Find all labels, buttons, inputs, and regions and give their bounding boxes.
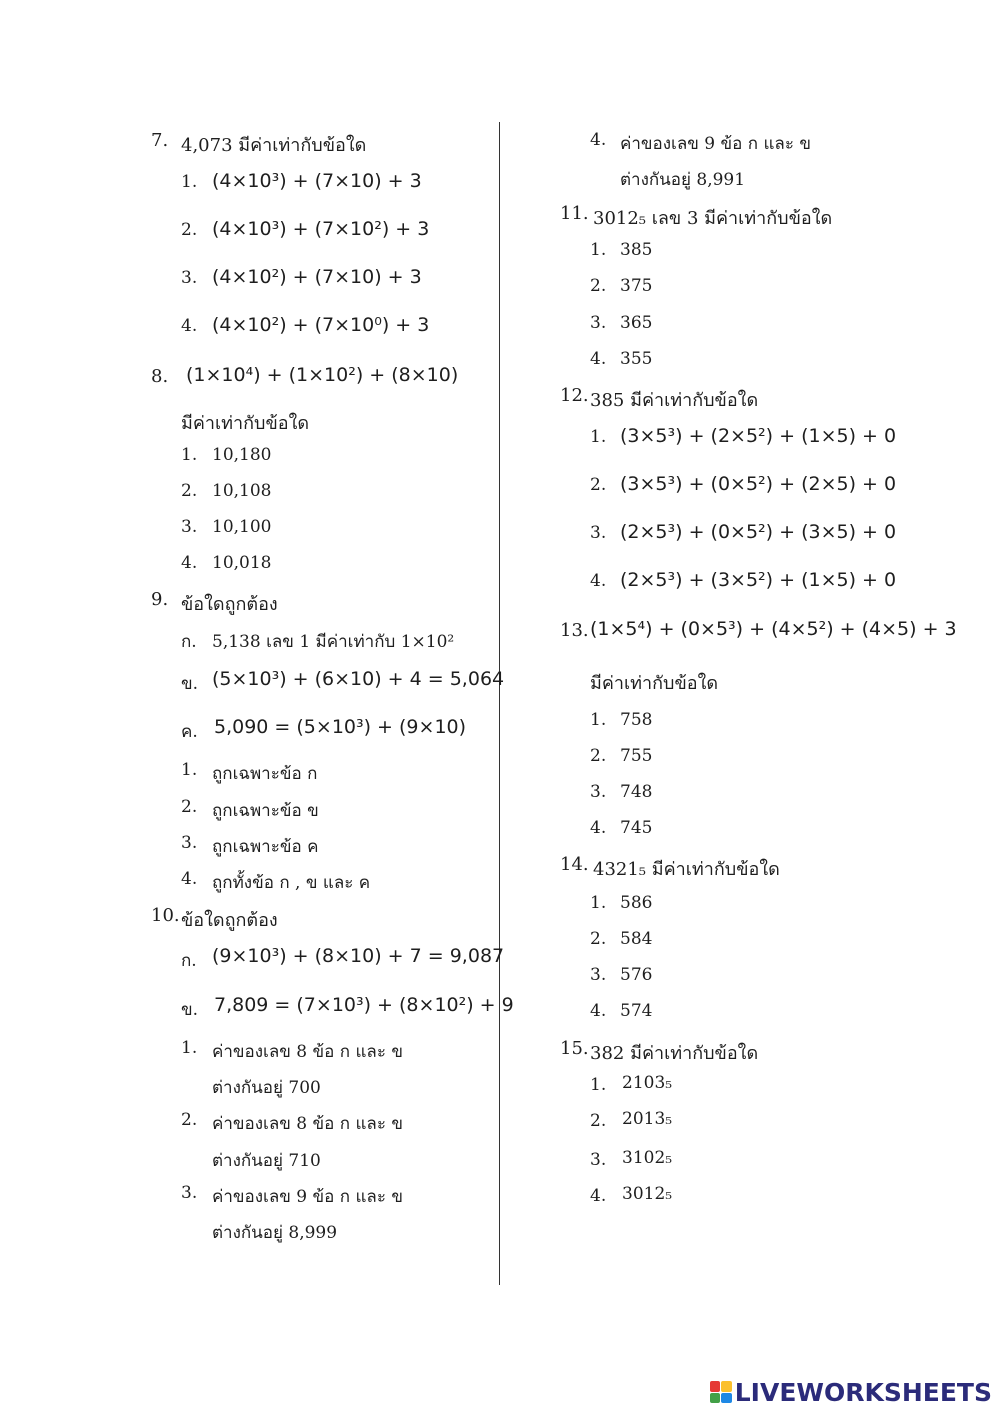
q14-opt3-number: 3. (590, 965, 607, 985)
q13-opt2-number: 2. (590, 746, 607, 766)
q10-text: ข้อใดถูกต้อง (181, 910, 278, 931)
q7-opt1-expression[interactable]: (4×10³) + (7×10) + 3 (212, 170, 422, 192)
q9-opt1-number: 1. (181, 760, 198, 780)
q9-opt3-number: 3. (181, 833, 198, 853)
q10-opt4-line1[interactable]: ค่าของเลข 9 ข้อ ก และ ข (620, 134, 811, 154)
q8-number: 8. (151, 366, 169, 387)
q11-opt1-number: 1. (590, 240, 607, 260)
liveworksheets-logo[interactable] (710, 1379, 992, 1405)
logo-text: LIVEWORKSHEETS (734, 1377, 992, 1407)
q7-opt4-number: 4. (181, 316, 198, 336)
q14-opt4-text[interactable]: 574 (620, 1001, 653, 1021)
q10-opt4-line2[interactable]: ต่างกันอยู่ 8,991 (620, 170, 746, 190)
q11-opt1-text[interactable]: 385 (620, 240, 653, 260)
q10-number: 10. (151, 905, 180, 926)
q12-opt1-expression[interactable]: (3×5³) + (2×5²) + (1×5) + 0 (620, 425, 897, 447)
q10-item-ko-label: ก. (181, 951, 197, 971)
q15-opt4-text[interactable]: 3012₅ (622, 1184, 673, 1204)
q11-opt4-number: 4. (590, 349, 607, 369)
q10-item-kho-expression: 7,809 = (7×10³) + (8×10²) + 9 (214, 994, 514, 1016)
q9-item-kho-label: ข. (181, 674, 199, 694)
q10-opt3-number: 3. (181, 1183, 198, 1203)
q13-opt1-text[interactable]: 758 (620, 710, 653, 730)
logo-square-blue (721, 1393, 732, 1404)
q11-text: 3012₅ เลข 3 มีค่าเท่ากับข้อใด (593, 208, 833, 229)
q14-opt1-number: 1. (590, 893, 607, 913)
q15-text: 382 มีค่าเท่ากับข้อใด (590, 1043, 759, 1064)
q10-item-kho-label: ข. (181, 1000, 199, 1020)
q12-opt3-number: 3. (590, 523, 607, 543)
q15-opt1-number: 1. (590, 1075, 607, 1095)
q14-opt1-text[interactable]: 586 (620, 893, 653, 913)
q11-opt2-text[interactable]: 375 (620, 276, 653, 296)
q9-opt3-text[interactable]: ถูกเฉพาะข้อ ค (212, 837, 319, 857)
q7-opt3-expression[interactable]: (4×10²) + (7×10) + 3 (212, 266, 422, 288)
q14-text: 4321₅ มีค่าเท่ากับข้อใด (593, 859, 780, 880)
q14-number: 14. (560, 854, 589, 875)
logo-square-red (710, 1381, 721, 1392)
q12-number: 12. (560, 385, 589, 406)
q12-opt1-number: 1. (590, 427, 607, 447)
q10-opt1-number: 1. (181, 1038, 198, 1058)
q10-opt3-line1[interactable]: ค่าของเลข 9 ข้อ ก และ ข (212, 1187, 403, 1207)
q12-opt2-number: 2. (590, 475, 607, 495)
q9-opt4-text[interactable]: ถูกทั้งข้อ ก , ข และ ค (212, 873, 371, 893)
q11-opt4-text[interactable]: 355 (620, 349, 653, 369)
q11-opt3-number: 3. (590, 313, 607, 333)
q8-opt4-text[interactable]: 10,018 (212, 553, 272, 573)
q15-opt2-text[interactable]: 2013₅ (622, 1109, 673, 1129)
q11-opt2-number: 2. (590, 276, 607, 296)
q10-opt2-line1[interactable]: ค่าของเลข 8 ข้อ ก และ ข (212, 1114, 403, 1134)
q12-opt3-expression[interactable]: (2×5³) + (0×5²) + (3×5) + 0 (620, 521, 897, 543)
q8-opt4-number: 4. (181, 553, 198, 573)
logo-square-green (710, 1393, 721, 1404)
q15-opt1-text[interactable]: 2103₅ (622, 1073, 673, 1093)
q8-opt3-text[interactable]: 10,100 (212, 517, 272, 537)
q15-number: 15. (560, 1038, 589, 1059)
q15-opt4-number: 4. (590, 1186, 607, 1206)
q11-number: 11. (560, 203, 589, 224)
q13-opt4-number: 4. (590, 818, 607, 838)
q13-opt2-text[interactable]: 755 (620, 746, 653, 766)
q10-opt1-line2[interactable]: ต่างกันอยู่ 700 (212, 1078, 321, 1098)
q15-opt2-number: 2. (590, 1111, 607, 1131)
q10-opt3-line2[interactable]: ต่างกันอยู่ 8,999 (212, 1223, 338, 1243)
q13-number: 13. (560, 620, 589, 641)
q7-text: 4,073 มีค่าเท่ากับข้อใด (181, 135, 367, 156)
q12-opt4-expression[interactable]: (2×5³) + (3×5²) + (1×5) + 0 (620, 569, 897, 591)
q13-opt4-text[interactable]: 745 (620, 818, 653, 838)
q8-expression: (1×10⁴) + (1×10²) + (8×10) (186, 364, 459, 386)
live-grid-icon (710, 1381, 732, 1403)
q10-opt1-line1[interactable]: ค่าของเลข 8 ข้อ ก และ ข (212, 1042, 403, 1062)
q7-opt1-number: 1. (181, 172, 198, 192)
q9-item-ko-label: ก. (181, 632, 197, 652)
q7-opt4-expression[interactable]: (4×10²) + (7×10⁰) + 3 (212, 314, 430, 336)
q14-opt3-text[interactable]: 576 (620, 965, 653, 985)
q12-opt2-expression[interactable]: (3×5³) + (0×5²) + (2×5) + 0 (620, 473, 897, 495)
q9-item-kho2-label: ค. (181, 722, 198, 742)
q13-expression: (1×5⁴) + (0×5³) + (4×5²) + (4×5) + 3 (590, 618, 957, 640)
q10-opt2-number: 2. (181, 1110, 198, 1130)
q7-opt2-number: 2. (181, 220, 198, 240)
q9-text: ข้อใดถูกต้อง (181, 594, 278, 615)
q8-opt3-number: 3. (181, 517, 198, 537)
q13-text: มีค่าเท่ากับข้อใด (590, 673, 719, 694)
q8-opt1-number: 1. (181, 445, 198, 465)
q13-opt1-number: 1. (590, 710, 607, 730)
q10-opt2-line2[interactable]: ต่างกันอยู่ 710 (212, 1151, 321, 1171)
q9-opt2-text[interactable]: ถูกเฉพาะข้อ ข (212, 801, 319, 821)
q15-opt3-text[interactable]: 3102₅ (622, 1148, 673, 1168)
q9-number: 9. (151, 589, 169, 610)
q9-item-kho2-expression: 5,090 = (5×10³) + (9×10) (214, 716, 467, 738)
q14-opt4-number: 4. (590, 1001, 607, 1021)
q13-opt3-text[interactable]: 748 (620, 782, 653, 802)
q12-opt4-number: 4. (590, 571, 607, 591)
q10-item-ko-expression: (9×10³) + (8×10) + 7 = 9,087 (212, 945, 505, 967)
q8-opt2-number: 2. (181, 481, 198, 501)
q9-opt1-text[interactable]: ถูกเฉพาะข้อ ก (212, 764, 318, 784)
q9-opt4-number: 4. (181, 869, 198, 889)
logo-square-yellow (721, 1381, 732, 1392)
q12-text: 385 มีค่าเท่ากับข้อใด (590, 390, 759, 411)
q11-opt3-text[interactable]: 365 (620, 313, 653, 333)
q7-number: 7. (151, 130, 169, 151)
q8-text: มีค่าเท่ากับข้อใด (181, 413, 310, 434)
q10-opt4-number: 4. (590, 130, 607, 150)
q9-item-kho-expression: (5×10³) + (6×10) + 4 = 5,064 (212, 668, 505, 690)
q7-opt2-expression[interactable]: (4×10³) + (7×10²) + 3 (212, 218, 430, 240)
q13-opt3-number: 3. (590, 782, 607, 802)
q9-opt2-number: 2. (181, 797, 198, 817)
q14-opt2-text[interactable]: 584 (620, 929, 653, 949)
column-divider (499, 122, 500, 1285)
q8-opt2-text[interactable]: 10,108 (212, 481, 272, 501)
q7-opt3-number: 3. (181, 268, 198, 288)
q15-opt3-number: 3. (590, 1150, 607, 1170)
q9-item-ko-text: 5,138 เลข 1 มีค่าเท่ากับ 1×10² (212, 632, 455, 652)
q8-opt1-text[interactable]: 10,180 (212, 445, 272, 465)
q14-opt2-number: 2. (590, 929, 607, 949)
